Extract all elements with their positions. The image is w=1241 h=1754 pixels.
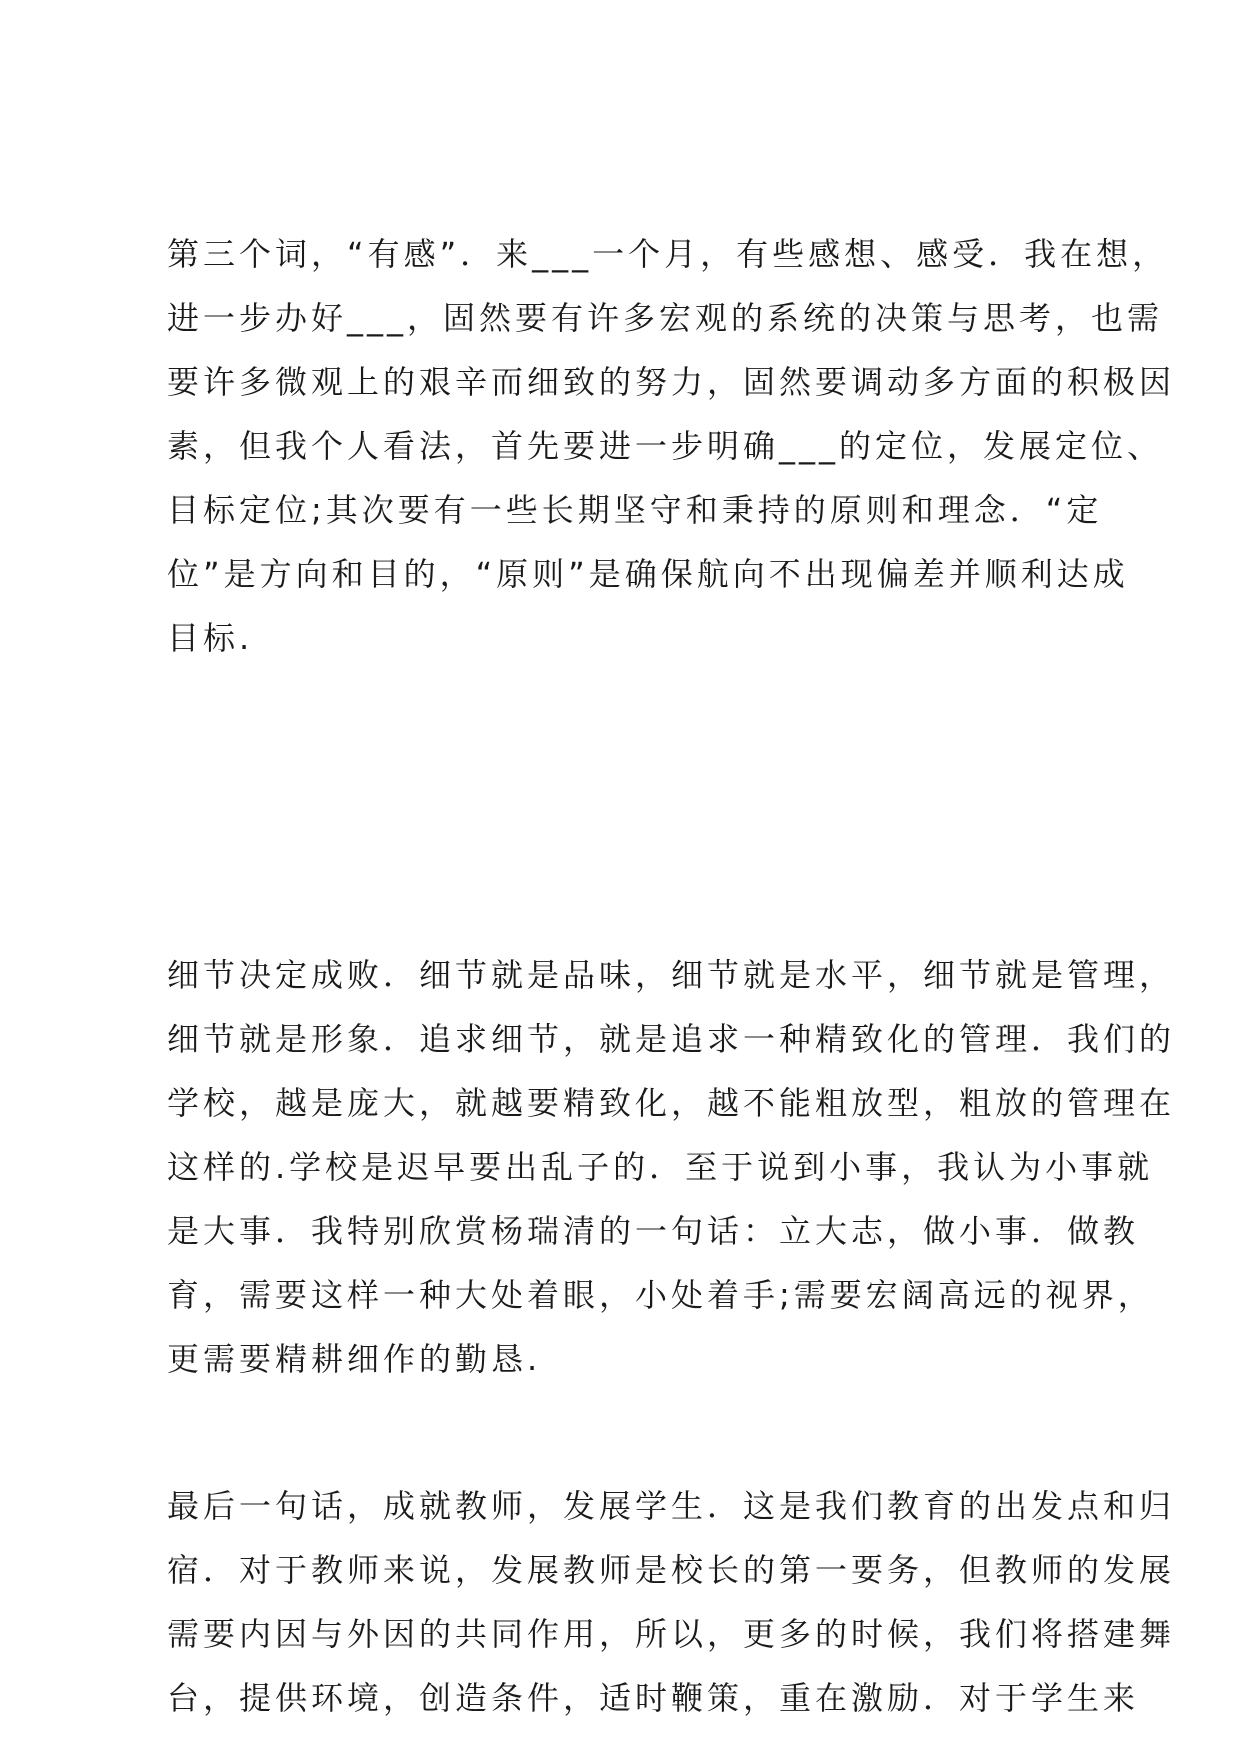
text-line: 第三个词，“有感”．来___一个月，有些感想、感受．我在想， <box>167 235 1169 273</box>
text-line: 位”是方向和目的，“原则”是确保航向不出现偏差并顺利达成 <box>167 555 1129 593</box>
text-line: 素，但我个人看法，首先要进一步明确___的定位，发展定位、 <box>167 427 1164 465</box>
text-line: 台，提供环境，创造条件，适时鞭策，重在激励．对于学生来 <box>167 1679 1140 1717</box>
text-line: 最后一句话，成就教师，发展学生．这是我们教育的出发点和归 <box>167 1487 1176 1525</box>
text-line: 需要内因与外因的共同作用，所以，更多的时候，我们将搭建舞 <box>167 1615 1176 1653</box>
paragraph-2 <box>167 943 1176 1391</box>
text-line: 是大事．我特别欣赏杨瑞清的一句话：立大志，做小事．做教 <box>167 1212 1140 1250</box>
paragraph-1 <box>167 222 1176 670</box>
text-line: 目标. <box>167 619 254 657</box>
text-line: 要许多微观上的艰辛而细致的努力，固然要调动多方面的积极因 <box>167 363 1176 401</box>
text-line: 细节决定成败．细节就是品味，细节就是水平，细节就是管理， <box>167 956 1176 994</box>
paragraph-3 <box>167 1474 1176 1730</box>
text-line: 目标定位;其次要有一些长期坚守和秉持的原则和理念．“定 <box>167 491 1103 529</box>
text-line: 更需要精耕细作的勤恳. <box>167 1340 542 1378</box>
text-line: 育，需要这样一种大处着眼，小处着手;需要宏阔高远的视界， <box>167 1276 1154 1314</box>
text-line: 细节就是形象．追求细节，就是追求一种精致化的管理．我们的 <box>167 1020 1176 1058</box>
text-line: 进一步办好___，固然要有许多宏观的系统的决策与思考，也需 <box>167 299 1164 337</box>
text-line: 宿．对于教师来说，发展教师是校长的第一要务，但教师的发展 <box>167 1551 1176 1589</box>
text-line: 这样的.学校是迟早要出乱子的．至于说到小事，我认为小事就 <box>167 1148 1154 1186</box>
text-line: 学校，越是庞大，就越要精致化，越不能粗放型，粗放的管理在 <box>167 1084 1176 1122</box>
